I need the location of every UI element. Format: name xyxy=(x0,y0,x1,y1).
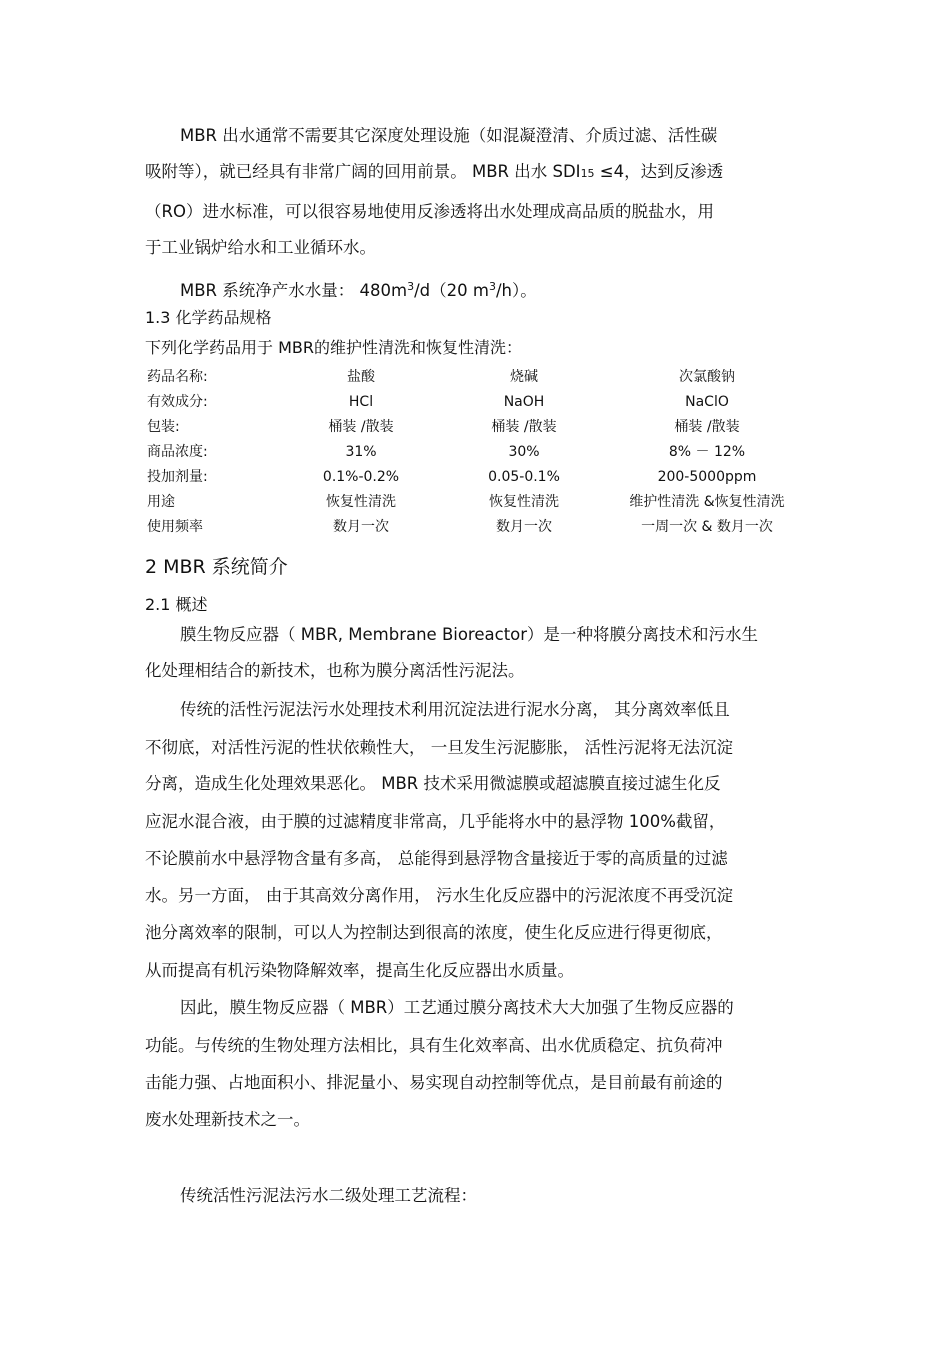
row-label: 投加剂量: xyxy=(147,469,208,485)
row-label: 用途 xyxy=(147,494,175,510)
capacity-suffix: /h）。 xyxy=(495,281,537,300)
section-2-1-heading: 2.1 概述 xyxy=(145,595,208,614)
cell-col-2: 烧碱 xyxy=(510,369,538,385)
capacity-sup-1: 3 xyxy=(407,280,415,293)
table-row xyxy=(0,367,950,387)
sdi-subscript: 15 xyxy=(580,167,595,180)
cell-col-3: 一周一次 & 数月一次 xyxy=(641,519,773,535)
row-label: 有效成分: xyxy=(147,394,208,410)
section-2-heading: 2 MBR 系统简介 xyxy=(145,556,288,578)
row-label: 使用频率 xyxy=(147,519,203,535)
table-row xyxy=(0,467,950,487)
overview-p2-line-3: 分离，造成生化处理效果恶化。 MBR 技术采用微滤膜或超滤膜直接过滤生化反 xyxy=(145,774,721,793)
section-1-3-heading: 1.3 化学药品规格 xyxy=(145,308,272,327)
cell-col-1: 0.1%-0.2% xyxy=(322,469,400,485)
cell-col-1: HCl xyxy=(348,394,374,410)
table-row xyxy=(0,492,950,512)
overview-p2-line-6: 水。另一方面， 由于其高效分离作用， 污水生化反应器中的污泥浓度不再受沉淀 xyxy=(145,886,733,905)
cell-col-3: NaClO xyxy=(685,394,729,410)
table-row xyxy=(0,442,950,462)
section-1-3-intro: 下列化学药品用于 MBR的维护性清洗和恢复性清洗： xyxy=(145,338,522,357)
cell-col-3: 200-5000ppm xyxy=(657,469,757,485)
cell-col-2: 桶装 /散装 xyxy=(491,419,557,435)
overview-p2-line-2: 不彻底，对活性污泥的性状依赖性大， 一旦发生污泥膨胀， 活性污泥将无法沉淀 xyxy=(145,738,733,757)
overview-p2-line-8: 从而提高有机污染物降解效率，提高生化反应器出水质量。 xyxy=(145,961,574,980)
cell-col-2: 数月一次 xyxy=(496,519,552,535)
cell-col-3: 桶装 /散装 xyxy=(674,419,740,435)
cell-col-3: 8% － 12% xyxy=(668,444,746,460)
cell-col-1: 数月一次 xyxy=(333,519,389,535)
cell-col-2: 0.05-0.1% xyxy=(488,469,560,485)
cell-col-3: 次氯酸钠 xyxy=(679,369,735,385)
reuse-line-2 xyxy=(145,161,723,185)
reuse-line-2b: ≤4，达到反渗透 xyxy=(594,162,724,181)
cell-col-3: 维护性清洗 &恢复性清洗 xyxy=(629,494,785,510)
capacity-sup-2: 3 xyxy=(488,280,496,293)
row-label: 药品名称: xyxy=(147,369,208,385)
row-label: 包装: xyxy=(147,419,180,435)
table-row xyxy=(0,517,950,537)
overview-p2-line-7: 池分离效率的限制，可以人为控制达到很高的浓度，使生化反应进行得更彻底， xyxy=(145,923,723,942)
cell-col-2: 30% xyxy=(508,444,540,460)
overview-p3-line-3: 击能力强、占地面积小、排泥量小、易实现自动控制等优点，是目前最有前途的 xyxy=(145,1073,723,1092)
cell-col-1: 恢复性清洗 xyxy=(326,494,396,510)
reuse-line-1: MBR 出水通常不需要其它深度处理设施（如混凝澄清、介质过滤、活性碳 xyxy=(180,126,718,145)
reuse-line-4: 于工业锅炉给水和工业循环水。 xyxy=(145,238,376,257)
capacity-mid: /d（20 m xyxy=(414,281,489,300)
overview-p3-line-2: 功能。与传统的生物处理方法相比，具有生化效率高、出水优质稳定、抗负荷冲 xyxy=(145,1036,723,1055)
cell-col-1: 31% xyxy=(345,444,377,460)
row-label: 商品浓度: xyxy=(147,444,208,460)
overview-p3-line-4: 废水处理新技术之一。 xyxy=(145,1110,310,1129)
overview-p3-line-1: 因此，膜生物反应器（ MBR）工艺通过膜分离技术大大加强了生物反应器的 xyxy=(180,998,734,1017)
overview-p2-line-1: 传统的活性污泥法污水处理技术利用沉淀法进行泥水分离， 其分离效率低且 xyxy=(180,700,730,719)
reuse-line-2a: 吸附等），就已经具有非常广阔的回用前景。 MBR 出水 SDI xyxy=(145,162,581,181)
table-row xyxy=(0,392,950,412)
cell-col-1: 桶装 /散装 xyxy=(328,419,394,435)
overview-p1-line-1: 膜生物反应器（ MBR, Membrane Bioreactor）是一种将膜分离技术和污水生 xyxy=(180,625,759,644)
reuse-line-3: （RO）进水标准，可以很容易地使用反渗透将出水处理成高品质的脱盐水，用 xyxy=(145,202,714,221)
flow-caption: 传统活性污泥法污水二级处理工艺流程： xyxy=(180,1186,477,1205)
table-row xyxy=(0,417,950,437)
chemical-table xyxy=(0,367,950,547)
capacity-prefix: MBR 系统净产水水量： 480m xyxy=(180,281,408,300)
cell-col-2: NaOH xyxy=(503,394,545,410)
overview-p1-line-2: 化处理相结合的新技术，也称为膜分离活性污泥法。 xyxy=(145,661,525,680)
cell-col-1: 盐酸 xyxy=(347,369,375,385)
capacity-line xyxy=(180,276,537,302)
cell-col-2: 恢复性清洗 xyxy=(489,494,559,510)
overview-p2-line-4: 应泥水混合液，由于膜的过滤精度非常高，几乎能将水中的悬浮物 100%截留， xyxy=(145,812,726,831)
overview-p2-line-5: 不论膜前水中悬浮物含量有多高， 总能得到悬浮物含量接近于零的高质量的过滤 xyxy=(145,849,728,868)
